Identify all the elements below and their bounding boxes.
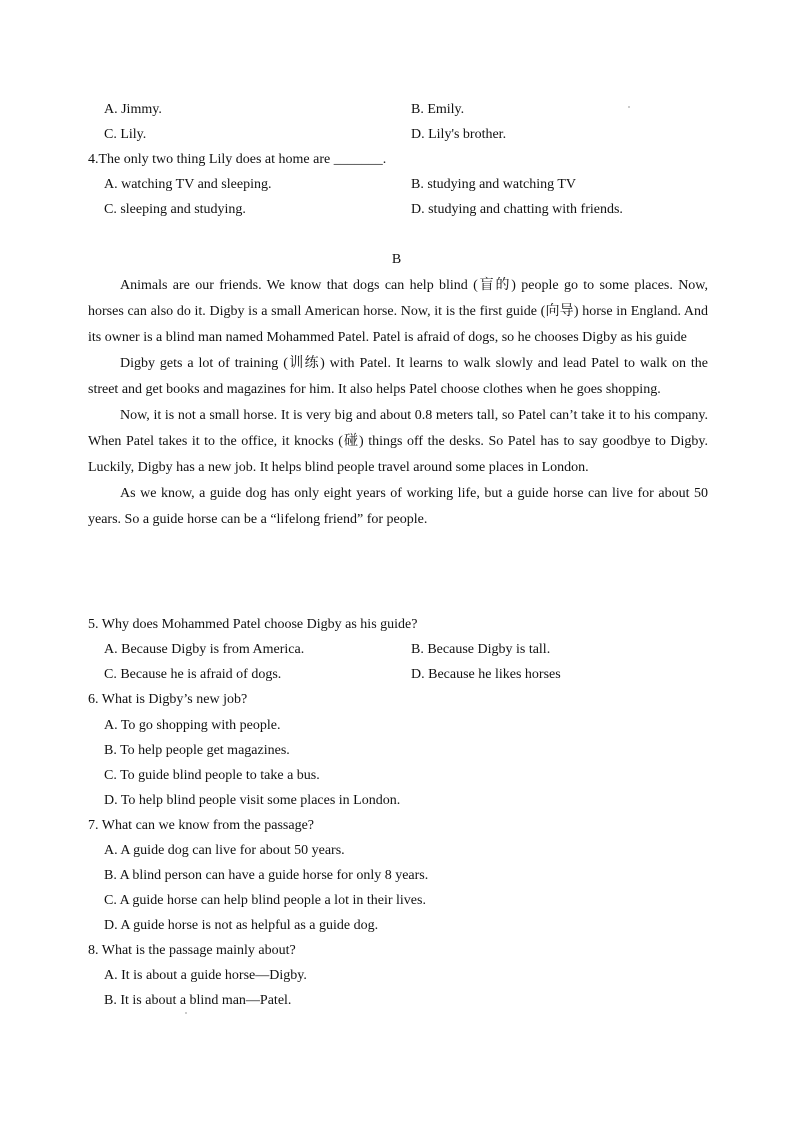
q5-option-d: D. Because he likes horses [411,667,561,682]
q4-option-d: D. studying and chatting with friends. [411,202,623,217]
q7-option-b: B. A blind person can have a guide horse for only 8 years. [104,868,429,883]
scan-speck [628,106,630,108]
q4-option-b: B. studying and watching TV [411,177,577,192]
q5-stem: 5. Why does Mohammed Patel choose Digby as his guide? [88,617,418,632]
q7-stem: 7. What can we know from the passage? [88,818,314,833]
q5-option-b: B. Because Digby is tall. [411,642,551,657]
q3-option-d: D. Lily's brother. [411,127,507,142]
q5-option-c: C. Because he is afraid of dogs. [104,667,282,682]
q8-option-b: B. It is about a blind man—Patel. [104,993,292,1008]
q6-stem: 6. What is Digby’s new job? [88,692,248,707]
q7-option-c: C. A guide horse can help blind people a lot in their lives. [104,893,426,908]
q6-option-d: D. To help blind people visit some places in London. [104,793,401,808]
passage-paragraph-1: Animals are our friends. We know that dogs can help blind (盲的) people go to some places. Now, horses can also do it. Digby is a small American horse. Now, it is the first guide (向导) horse in England. And its owner is a blind man named Mohammed Patel. Patel is afraid of dogs, so he chooses Digby as his guide [88,278,708,345]
passage [88,273,708,533]
section-heading: B [391,252,402,267]
q4-option-c: C. sleeping and studying. [104,202,246,217]
q5-option-a: A. Because Digby is from America. [104,642,305,657]
q6-option-c: C. To guide blind people to take a bus. [104,768,320,783]
q4-option-a: A. watching TV and sleeping. [104,177,272,192]
q7-option-a: A. A guide dog can live for about 50 years. [104,843,345,858]
q8-stem: 8. What is the passage mainly about? [88,943,296,958]
q3-option-c: C. Lily. [104,127,147,142]
q3-option-a: A. Jimmy. [104,102,162,117]
passage-paragraph-2: Digby gets a lot of training (训练) with Patel. It learns to walk slowly and lead Patel to walk on the street and get books and magazines for him. It also helps Patel choose clothes when he goes shopping. [88,356,708,397]
q8-option-a: A. It is about a guide horse—Digby. [104,968,307,983]
passage-paragraph-3: Now, it is not a small horse. It is very big and about 0.8 meters tall, so Patel can’t take it to his company. When Patel takes it to the office, it knocks (碰) things off the desks. So Patel has to say goodbye to Digby. Luckily, Digby has a new job. It helps blind people travel around some places in London. [88,408,708,475]
q7-option-d: D. A guide horse is not as helpful as a guide dog. [104,918,379,933]
scan-speck [185,1012,187,1014]
q6-option-b: B. To help people get magazines. [104,743,290,758]
q6-option-a: A. To go shopping with people. [104,718,281,733]
q3-option-b: B. Emily. [411,102,465,117]
q4-stem: 4.The only two thing Lily does at home are _______. [88,152,387,167]
passage-paragraph-4: As we know, a guide dog has only eight years of working life, but a guide horse can live for about 50 years. So a guide horse can be a “lifelong friend” for people. [88,486,708,527]
